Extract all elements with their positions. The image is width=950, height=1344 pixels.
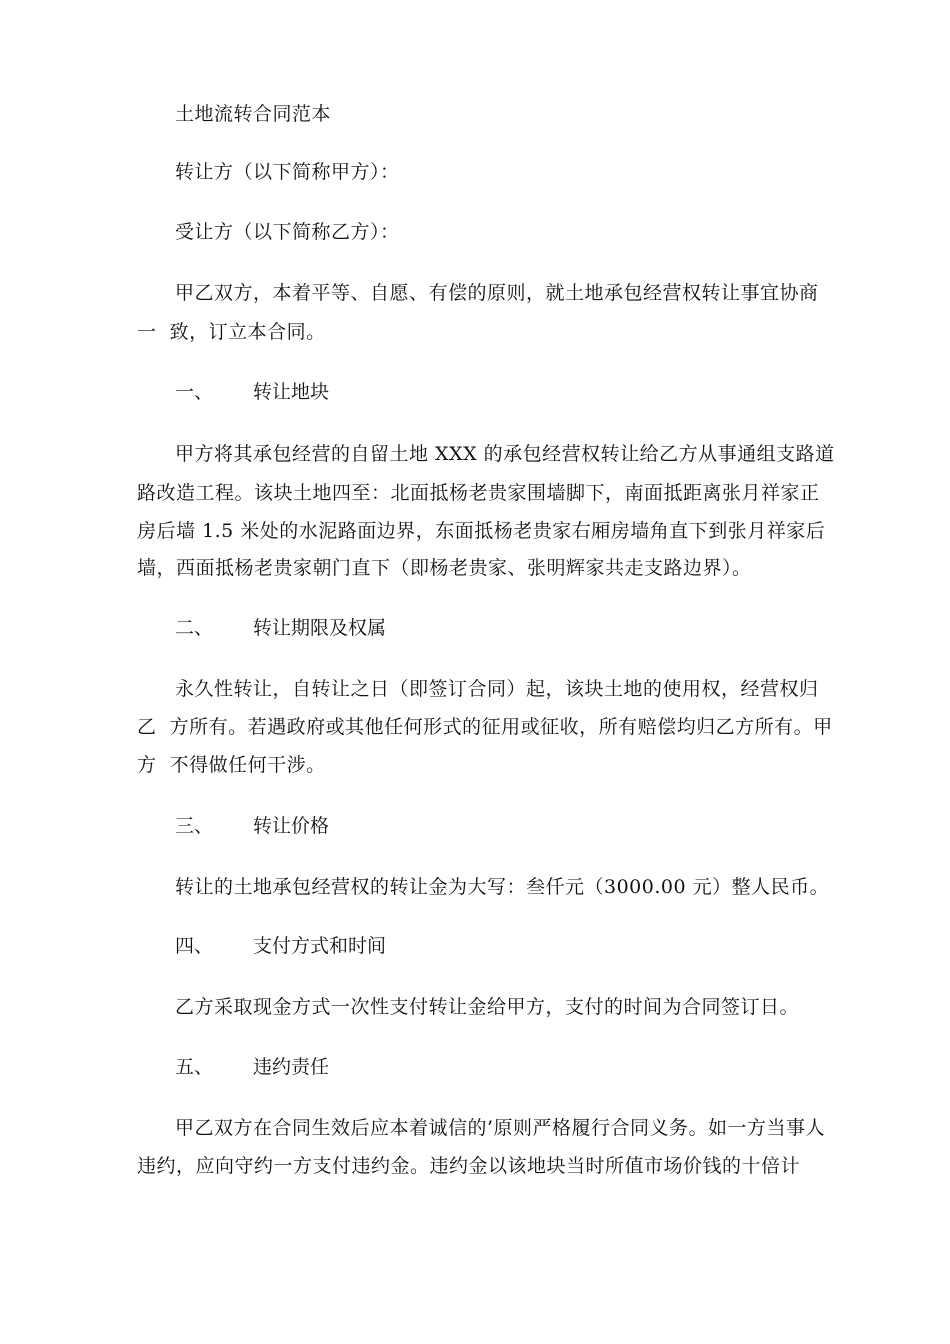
section-body-line: 路改造工程。该块土地四至：北面抵杨老贵家围墙脚下，南面抵距离张月祥家正 (137, 482, 820, 504)
section-title: 转让期限及权属 (253, 617, 387, 639)
section-number: 五、 (175, 1056, 214, 1078)
party-a-line: 转让方（以下简称甲方）： (175, 161, 400, 183)
section-body-line: 永久性转让，自转让之日（即签订合同）起，该块土地的使用权，经营权归 (175, 678, 819, 700)
preamble-line: 一 致，订立本合同。 (137, 321, 326, 343)
party-b-line: 受让方（以下简称乙方）： (175, 221, 400, 243)
section-title: 转让地块 (253, 381, 330, 403)
section-body-line: 违约，应向守约一方支付违约金。违约金以该地块当时所值市场价钱的十倍计 (137, 1155, 801, 1177)
section-number: 四、 (175, 935, 214, 957)
section-body-line: 方 不得做任何干涉。 (137, 754, 326, 776)
section-title: 支付方式和时间 (253, 935, 387, 957)
document-title: 土地流转合同范本 (175, 103, 332, 125)
section-title: 转让价格 (253, 815, 330, 837)
section-number: 三、 (175, 815, 214, 837)
section-body-line: 房后墙 1.5 米处的水泥路面边界，东面抵杨老贵家右厢房墙角直下到张月祥家后 (137, 520, 826, 542)
section-body-line: 乙 方所有。若遇政府或其他任何形式的征用或征收，所有赔偿均归乙方所有。甲 (137, 716, 833, 738)
section-body-line: 甲乙双方在合同生效后应本着诚信的’原则严格履行合同义务。如一方当事人 (175, 1117, 826, 1139)
section-body-line: 乙方采取现金方式一次性支付转让金给甲方，支付的时间为合同签订日。 (175, 996, 800, 1018)
preamble-line: 甲乙双方，本着平等、自愿、有偿的原则，就土地承包经营权转让事宜协商 (175, 282, 819, 304)
section-body-line: 转让的土地承包经营权的转让金为大写：叁仟元（3000.00 元）整人民币。 (175, 876, 830, 898)
section-number: 一、 (175, 381, 214, 403)
section-number: 二、 (175, 617, 214, 639)
section-body-line: 甲方将其承包经营的自留土地 XXX 的承包经营权转让给乙方从事通组支路道 (175, 443, 835, 465)
section-title: 违约责任 (253, 1056, 330, 1078)
section-body-line: 墙，西面抵杨老贵家朝门直下（即杨老贵家、张明辉家共走支路边界）。 (137, 557, 752, 579)
